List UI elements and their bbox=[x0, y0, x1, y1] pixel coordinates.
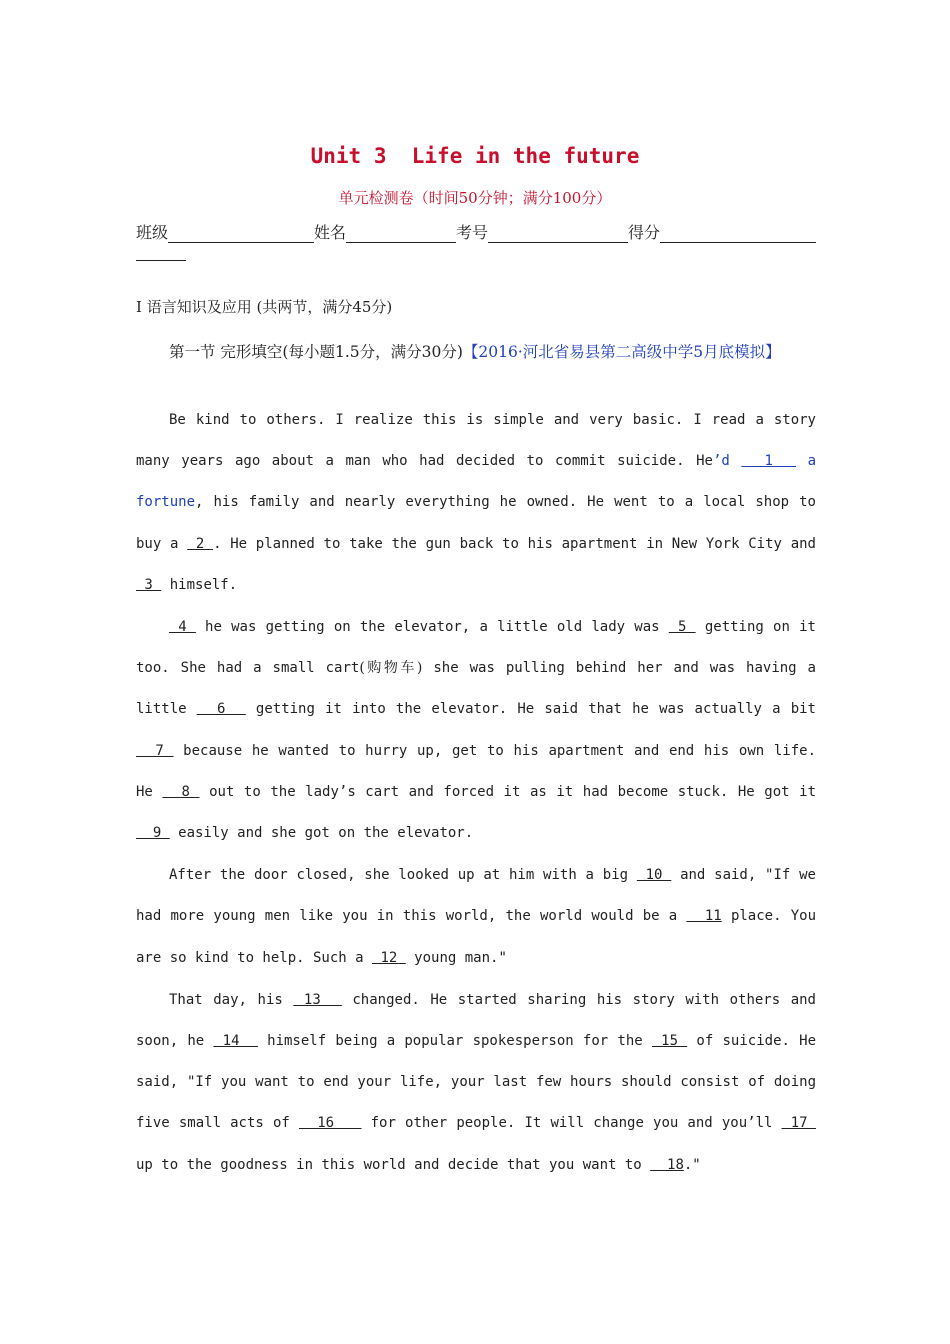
text: up to the goodness in this world and decide that you want to bbox=[136, 1156, 651, 1173]
paragraph-3 bbox=[136, 855, 816, 979]
blank-1: 1 bbox=[741, 453, 797, 470]
text: she was pulling behind her and was having a little bbox=[136, 660, 816, 718]
text: because he wanted to hurry up, get to his apartment and end his own life. He bbox=[136, 742, 816, 800]
name-label: 姓名 bbox=[314, 223, 347, 242]
text: After the door closed, she looked up at him with a big bbox=[169, 867, 637, 884]
score-label: 得分 bbox=[628, 223, 661, 242]
paragraph-2 bbox=[136, 607, 816, 854]
text: (购物车) bbox=[359, 660, 423, 677]
class-label: 班级 bbox=[136, 223, 169, 242]
text: of suicide. He said, "If you want to end your life, your last few hours should consist of doing five small acts of bbox=[136, 1033, 816, 1132]
text: , his family and nearly everything he owned. He went to a local shop to buy a bbox=[136, 494, 816, 552]
blank-4: 4 bbox=[169, 619, 196, 636]
text: getting it into the elevator. He said that he was actually a bit bbox=[245, 701, 816, 718]
text: out to the lady’s cart and forced it as it had become stuck. He got it bbox=[199, 783, 816, 800]
text: and said, "If we had more young men like you in this world, the world would be a bbox=[136, 867, 816, 925]
score-blank bbox=[660, 224, 816, 243]
text: getting on it too. She had a small cart bbox=[136, 619, 816, 677]
text: easily and she got on the elevator. bbox=[169, 825, 474, 842]
student-info-line bbox=[136, 219, 816, 243]
number-label: 考号 bbox=[456, 223, 489, 242]
text: place. You are so kind to help. Such a bbox=[136, 908, 817, 966]
blank-16: 16 bbox=[298, 1115, 362, 1132]
text: himself being a popular spokesperson for the bbox=[257, 1033, 652, 1050]
class-blank bbox=[168, 224, 314, 243]
part-source: 【2016·河北省易县第二高级中学5月底模拟】 bbox=[462, 343, 781, 361]
blank-13: 13 bbox=[293, 991, 342, 1008]
text: himself. bbox=[161, 576, 238, 593]
part-heading bbox=[136, 332, 816, 373]
blank-3: 3 bbox=[136, 576, 162, 593]
text: . He planned to take the gun back to his apartment in New York City and bbox=[213, 535, 816, 552]
text: changed. He started sharing his story with others and soon, he bbox=[136, 991, 816, 1050]
blank-15: 15 bbox=[651, 1033, 688, 1050]
cloze-passage bbox=[136, 400, 816, 1187]
text: Be kind to others. I realize this is simple and very basic. I read a story many years ago about a man who had decided to commit suicide. He bbox=[136, 412, 816, 470]
page-title: Unit 3 Life in the future bbox=[310, 144, 640, 168]
text: ." bbox=[683, 1156, 701, 1173]
paragraph-4 bbox=[136, 980, 816, 1186]
text: young man." bbox=[405, 949, 507, 966]
blank-8: 8 bbox=[162, 783, 200, 800]
name-blank bbox=[346, 224, 456, 243]
page-subtitle: 单元检测卷（时间50分钟；满分100分） bbox=[338, 189, 612, 207]
blank-9: 9 bbox=[136, 825, 170, 842]
blank-7: 7 bbox=[136, 742, 174, 759]
blank-18: 18 bbox=[650, 1156, 684, 1173]
blank-6: 6 bbox=[196, 701, 246, 718]
text: for other people. It will change you and you’ll bbox=[361, 1115, 782, 1132]
text: That day, his bbox=[169, 991, 294, 1008]
part-label: 第一节 完形填空(每小题1.5分，满分30分) bbox=[169, 343, 463, 361]
number-blank bbox=[488, 224, 628, 243]
blank-17: 17 bbox=[781, 1115, 816, 1132]
blank-2: 2 bbox=[187, 535, 214, 552]
blank-5: 5 bbox=[668, 619, 696, 636]
paragraph-1 bbox=[136, 400, 816, 606]
text: a fortune bbox=[136, 453, 816, 511]
blank-10: 10 bbox=[636, 867, 672, 884]
section-heading: I 语言知识及应用 (共两节，满分45分) bbox=[136, 298, 393, 316]
blank-12: 12 bbox=[372, 949, 406, 966]
text: ’d bbox=[712, 453, 742, 470]
blank-14: 14 bbox=[213, 1033, 258, 1050]
score-blank-continuation bbox=[136, 260, 186, 261]
text: he was getting on the elevator, a little old lady was bbox=[195, 619, 669, 636]
blank-11: 11 bbox=[686, 908, 722, 925]
